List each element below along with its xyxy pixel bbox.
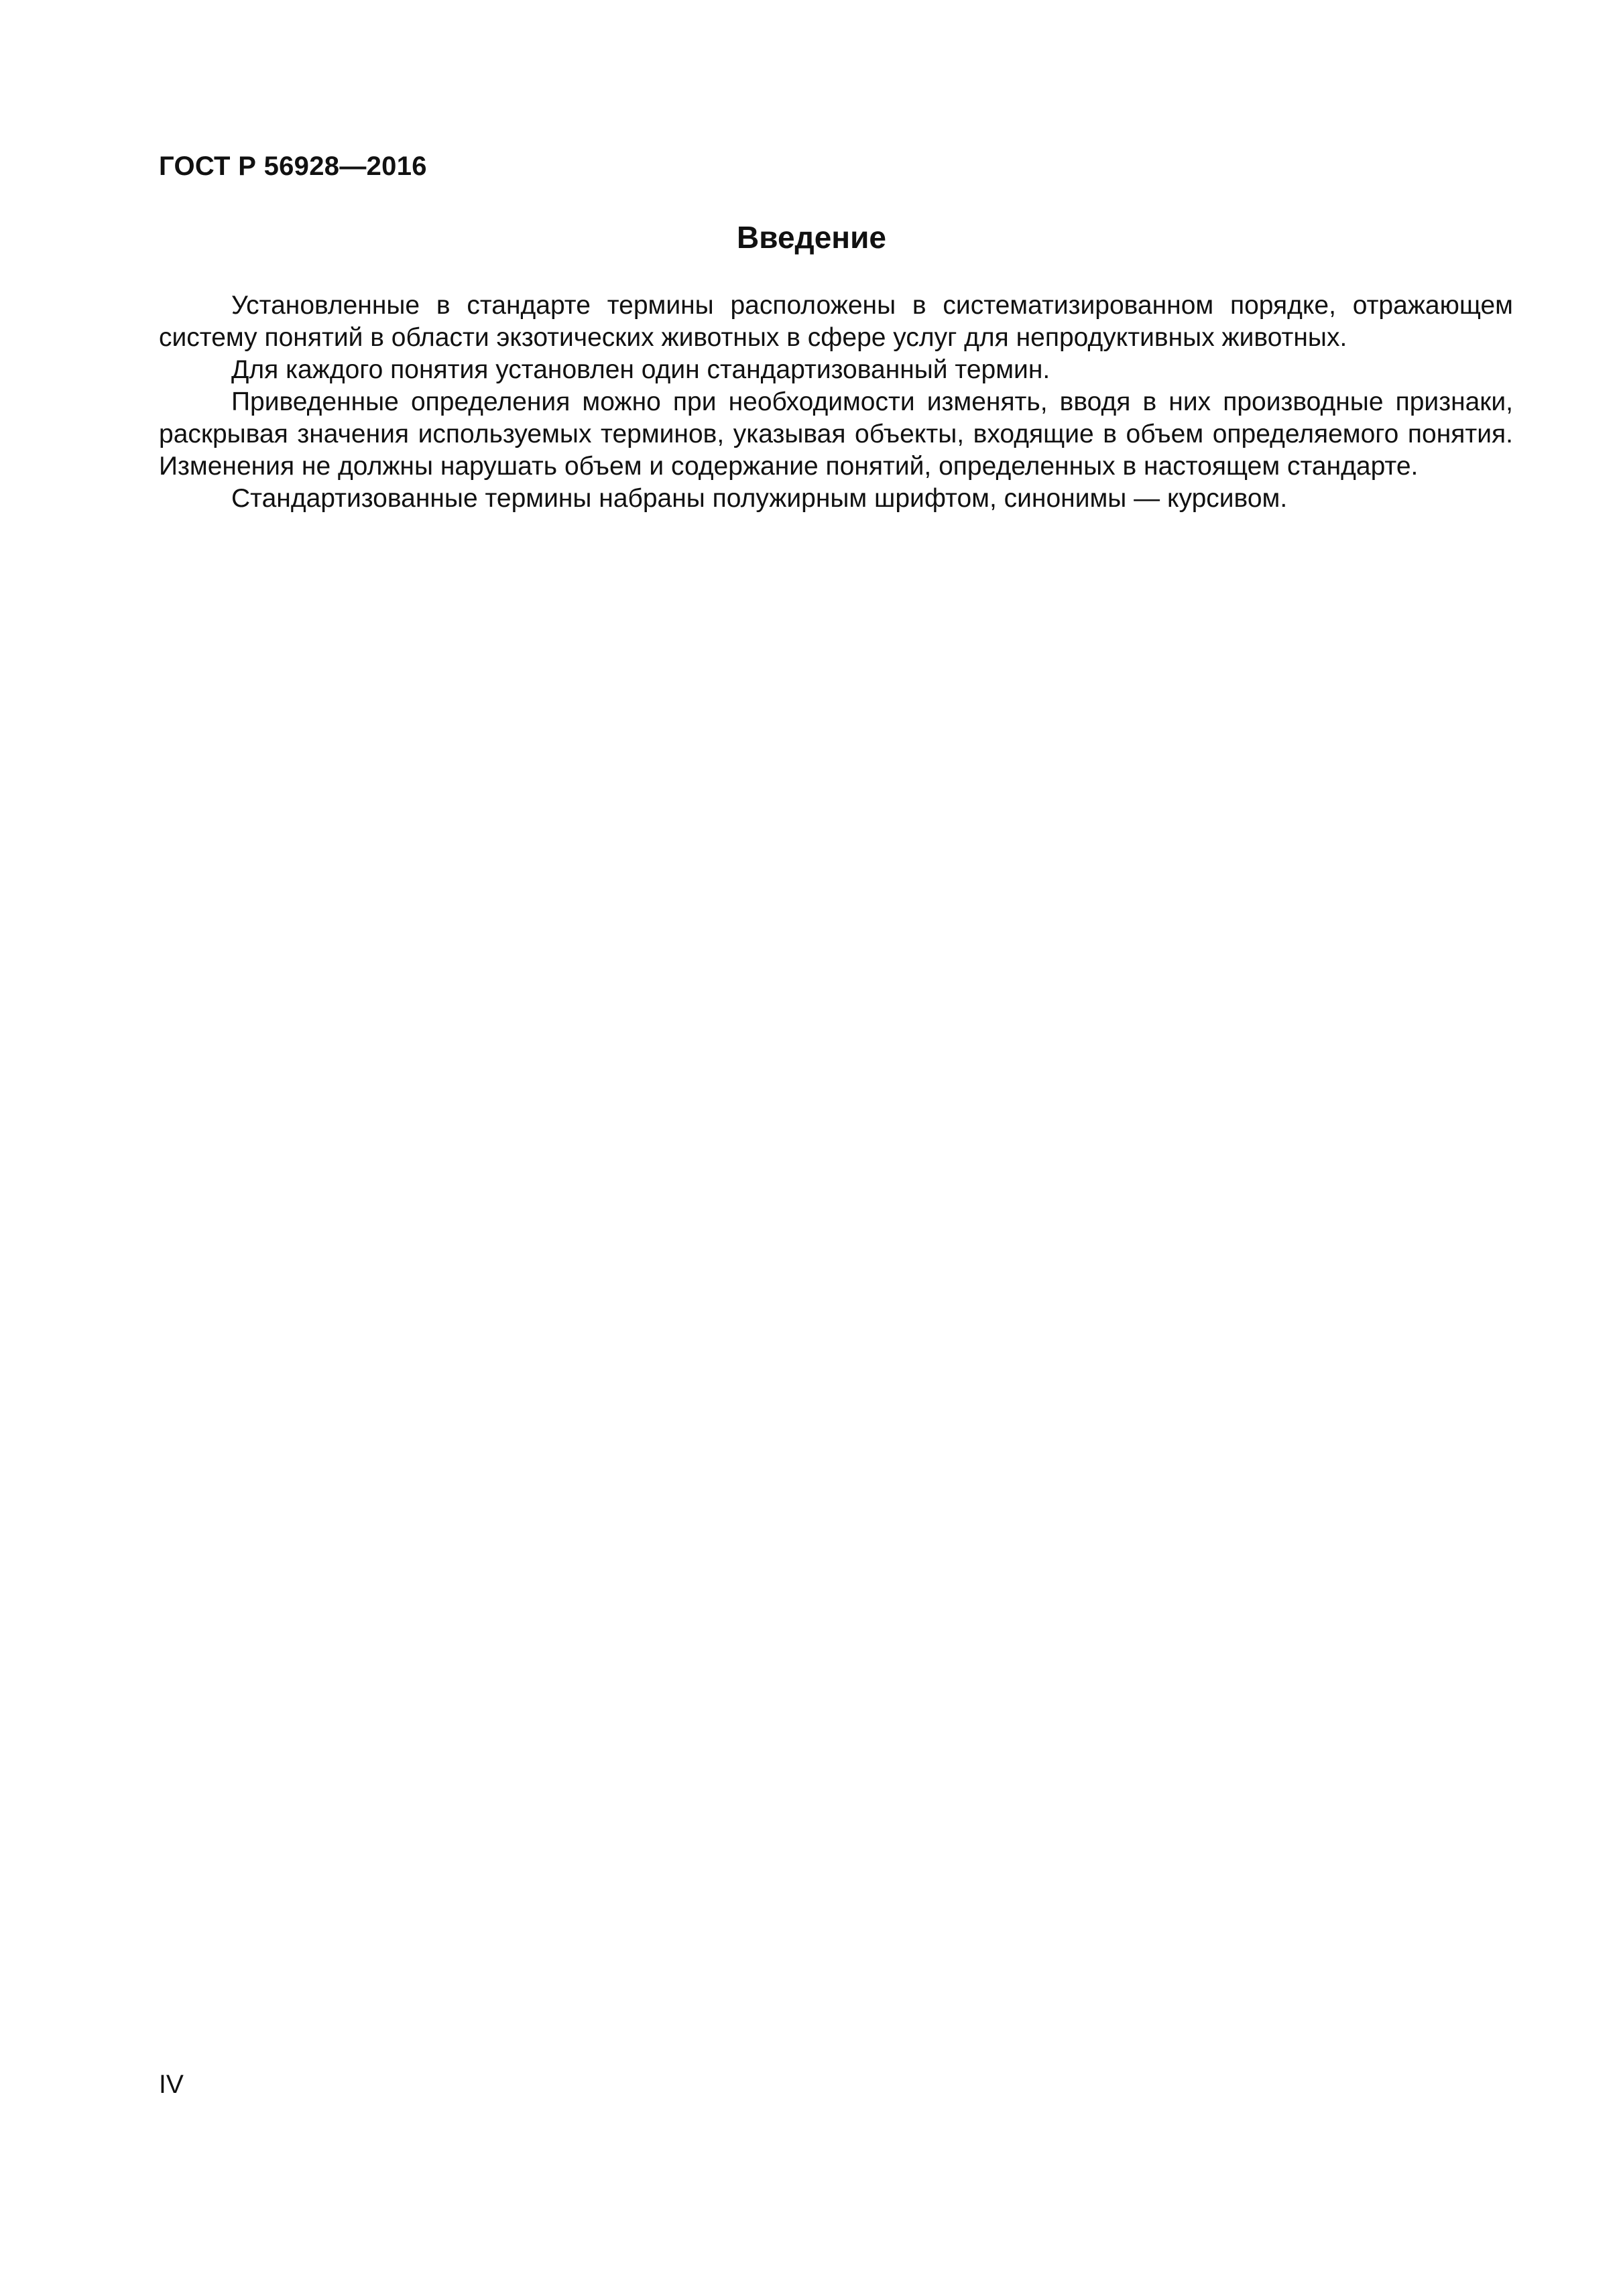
document-header: ГОСТ Р 56928—2016 <box>159 152 427 181</box>
paragraph-terms-arrangement: Установленные в стандарте термины расположены в систематизированном порядке, отражающем систему понятий в области экзотических животных в сфере услуг для непродуктивных животных. <box>159 291 1513 352</box>
section-title: Введение <box>737 220 886 255</box>
introduction-text <box>159 290 1513 515</box>
paragraph-single-term: Для каждого понятия установлен один стандартизованный термин. <box>231 355 1050 384</box>
paragraph-typography: Стандартизованные термины набраны полужирным шрифтом, синонимы — курсивом. <box>231 484 1288 513</box>
page-number: IV <box>159 2070 184 2099</box>
paragraph-definitions-changes: Приведенные определения можно при необходимости изменять, вводя в них производные признаки, раскрывая значения используемых терминов, указывая объекты, входящие в объем определяемого понятия. Изменения не должны нарушать объем и содержание понятий, определенных в настоящем стандарте. <box>159 387 1513 481</box>
